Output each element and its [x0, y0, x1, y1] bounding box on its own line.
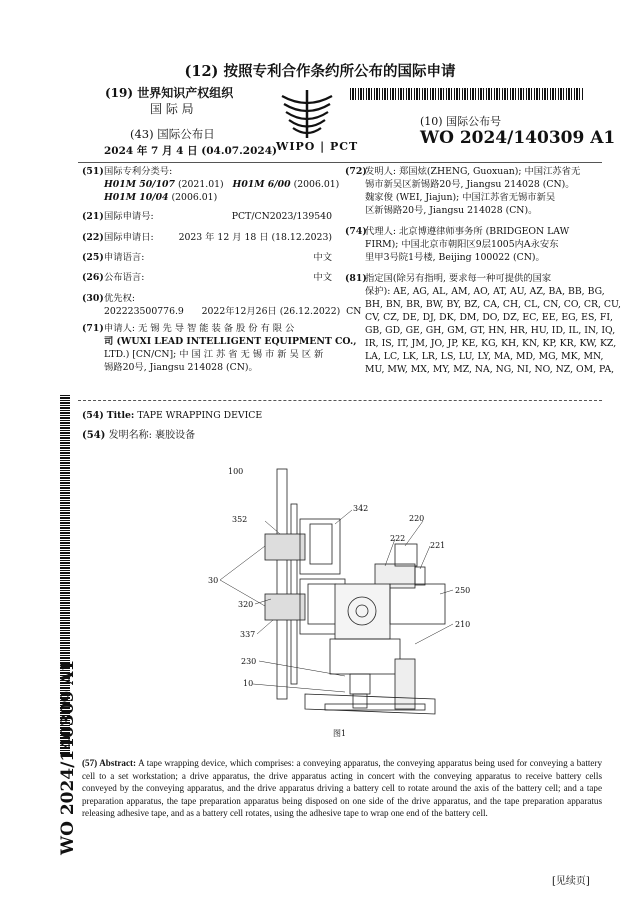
section-divider	[78, 400, 602, 401]
figure-caption: 图1	[333, 729, 347, 738]
ref-230: 230	[241, 657, 257, 666]
pub-number-label: (10) 国际公布号	[420, 115, 502, 128]
header-divider	[78, 162, 602, 163]
wipo-logo-icon	[272, 88, 342, 140]
barcode	[350, 88, 583, 100]
spine-pub-number: WO 2024/140309 A1	[58, 659, 78, 855]
patent-figure	[205, 464, 460, 730]
ref-210: 210	[455, 620, 471, 629]
abstract: (57) Abstract: A tape wrapping device, which comprises: a conveying apparatus, the conveying apparatus being used for conveying a battery cell to a set workstation; a drive apparatus, the drive apparatus acting in concert with the conveying apparatus to receive battery cells conveyed by the conveying apparatus, and the drive apparatus driving a battery cell to rotate around the axis of the battery cell; and a tape preparation apparatus, the tape preparation apparatus being disposed on one side of the drive apparatus, and the tape preparation apparatus releasing adhesive tape, and as a battery cell rotates, using the adhesive tape to wrap one end of the battery cell.	[82, 758, 602, 819]
ref-100: 100	[228, 467, 244, 476]
ref-250: 250	[455, 586, 471, 595]
ref-320: 320	[238, 600, 254, 609]
ref-352: 352	[232, 515, 248, 524]
continued-note: [见续页]	[552, 876, 590, 887]
pub-date-label: (43) 国际公布日	[130, 127, 215, 141]
ref-221: 221	[430, 541, 446, 550]
ref-337: 337	[240, 630, 256, 639]
ref-220: 220	[409, 514, 425, 523]
ref-30: 30	[208, 576, 219, 585]
title-cn: (54) 发明名称: 裹胶设备	[82, 430, 196, 441]
wipo-pct-text: WIPO | PCT	[276, 140, 359, 153]
org-subname: 国 际 局	[150, 102, 194, 116]
pub-number: WO 2024/140309 A1	[420, 128, 616, 148]
ref-222: 222	[390, 534, 406, 543]
org-name: (19) 世界知识产权组织	[105, 86, 234, 100]
document-title: (12) 按照专利合作条约所公布的国际申请	[184, 63, 456, 80]
title-en: (54) Title: TAPE WRAPPING DEVICE	[82, 410, 263, 421]
pub-date: 2024 年 7 月 4 日 (04.07.2024)	[104, 145, 277, 157]
ref-342: 342	[353, 504, 369, 513]
ref-10: 10	[243, 679, 254, 688]
